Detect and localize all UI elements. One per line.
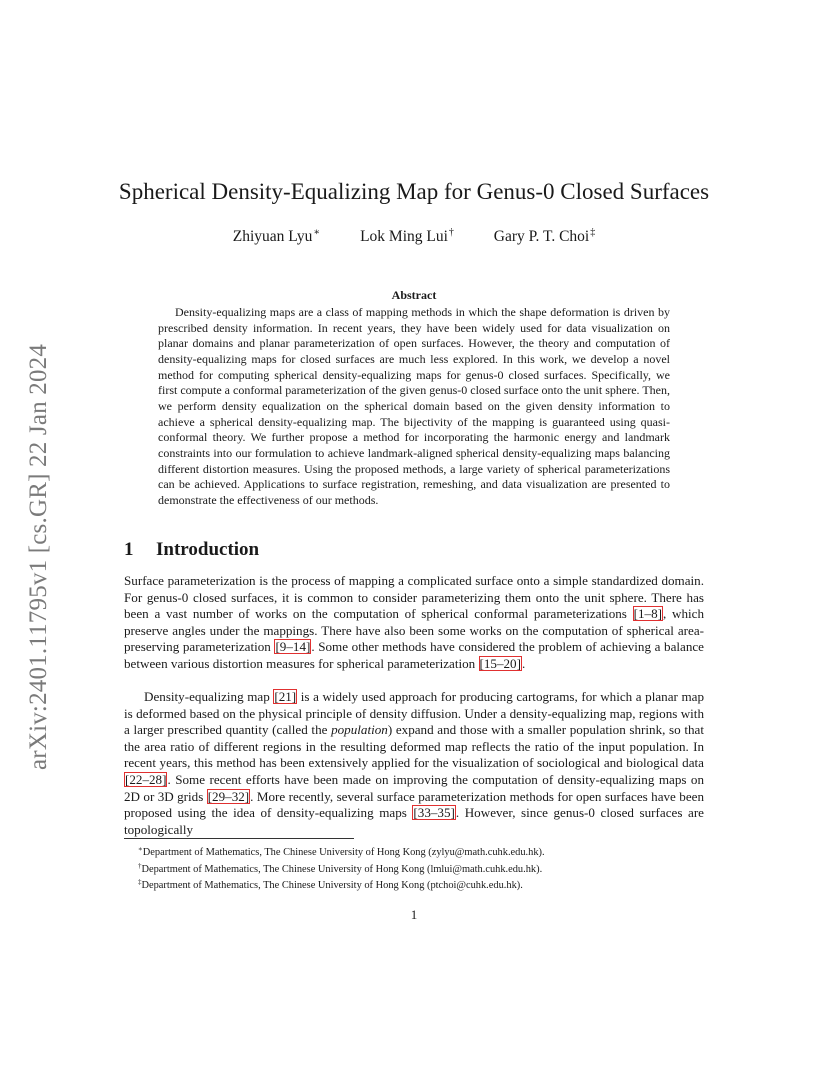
citation-link[interactable]: [33–35] [413, 805, 455, 821]
author-name: Gary P. T. Choi [493, 228, 590, 245]
citation-link[interactable]: [21] [274, 689, 297, 704]
footnote-mark: † [138, 861, 142, 870]
paragraph-text: . Some recent efforts have been made on improving the computation of density-equalizing maps on 2D or 3D grids [124, 771, 704, 804]
paragraph-text: is a widely used approach for producing cartograms, for which a planar map is deformed based on the physical principle of density diffusion. Under a density-equalizing map, regions with a larger prescribed quantity (called the [124, 689, 704, 738]
author-2 [360, 223, 454, 247]
citation-link[interactable]: [22–28] [125, 771, 167, 787]
page-number: 1 [410, 907, 418, 922]
author-3 [494, 223, 595, 247]
paragraph-text: , which preserve angles under the mappings. There have also been some works on the computation of spherical area-preserving parameterization [124, 606, 705, 655]
arxiv-identifier-stamp[interactable]: arXiv:2401.11795v1 [cs.GR] 22 Jan 2024 [25, 343, 52, 770]
author-footnote-mark[interactable]: ∗ [313, 227, 321, 238]
footnote-mark: ‡ [138, 878, 142, 886]
paragraph-text: ) expand and those with a smaller population shrink, so that the area ratio of different regions in the resulting deformed map reflects the ratio of the input population. In recent years, this method has been extensively applied for the visualization of sociological and biological data [124, 722, 704, 771]
intro-paragraph-1 [124, 573, 704, 673]
abstract-heading: Abstract [391, 288, 437, 302]
section-title: Introduction [156, 539, 260, 560]
citation-link[interactable]: [9–14] [275, 639, 311, 655]
footnote-text: Department of Mathematics, The Chinese University of Hong Kong (ptchoi@cuhk.edu.hk). [141, 880, 523, 891]
paragraph-text: . [521, 655, 526, 671]
author-name: Zhiyuan Lyu [232, 228, 313, 245]
footnote-text: Department of Mathematics, The Chinese University of Hong Kong (zylyu@math.cuhk.edu.hk). [142, 847, 545, 858]
author-footnote-mark[interactable]: ‡ [590, 227, 596, 238]
paragraph-text: Surface parameterization is the process of mapping a complicated surface onto a simple standardized domain. For genus-0 closed surfaces, it is common to consider parameterizing them onto the unit sphere. There has been a vast number of works on the computation of spherical conformal parameterizations [124, 573, 704, 622]
section-number: 1 [124, 539, 134, 560]
footnote-2 [124, 860, 704, 877]
footnote-3 [124, 876, 704, 893]
paragraph-text: . Some other methods have considered the problem of achieving a balance between various distortion measures for spherical parameterization [124, 639, 704, 671]
section-heading-introduction [124, 538, 259, 562]
intro-paragraph-2 [124, 689, 704, 838]
paragraph-text: . However, since genus-0 closed surfaces are topologically [124, 805, 704, 837]
paragraph-text: Density-equalizing map [144, 689, 274, 704]
footnote-mark: ∗ [138, 845, 143, 853]
paragraph-text: . More recently, several surface parameterization methods for open surfaces have been proposed using the idea of density-equalizing maps [124, 788, 704, 821]
author-1 [233, 223, 320, 247]
footnote-divider [124, 838, 354, 839]
citation-link[interactable]: [15–20] [479, 655, 521, 671]
author-footnote-mark[interactable]: † [448, 227, 454, 238]
paper-title: Spherical Density-Equalizing Map for Genus-0 Closed Surfaces [118, 179, 710, 204]
footnotes [124, 843, 704, 893]
footnote-text: Department of Mathematics, The Chinese University of Hong Kong (lmlui@math.cuhk.edu.hk). [141, 863, 543, 875]
abstract-text: Density-equalizing maps are a class of mapping methods in which the shape deformation is driven by prescribed density information. In recent years, they have been widely used for data visualization on planar domains and planar parameterization of open surfaces. However, the theory and computation of density-equalizing maps for closed surfaces are much less explored. In this work, we develop a novel method for computing spherical density-equalizing maps for genus-0 closed surfaces. Specifically, we first compute a conformal parameterization of the given genus-0 closed surface onto the unit sphere. Then, we perform density equalization on the spherical domain based on the given density information to achieve a spherical density-equalizing map. The bijectivity of the mapping is guaranteed using quasi-conformal theory. We further propose a method for incorporating the harmonic energy and landmark constraints into our formulation to achieve landmark-aligned spherical density-equalizing maps balancing different distortion measures. Using the proposed methods, a large variety of spherical parameterizations can be achieved. Applications to surface registration, remeshing, and data visualization are presented to demonstrate the effectiveness of our methods. [158, 305, 670, 507]
author-list [100, 223, 728, 247]
footnote-1 [124, 843, 704, 860]
citation-link[interactable]: [29–32] [207, 788, 250, 804]
emphasized-term: population [331, 722, 388, 738]
citation-link[interactable]: [1–8] [633, 606, 662, 622]
author-name: Lok Ming Lui [360, 228, 448, 245]
